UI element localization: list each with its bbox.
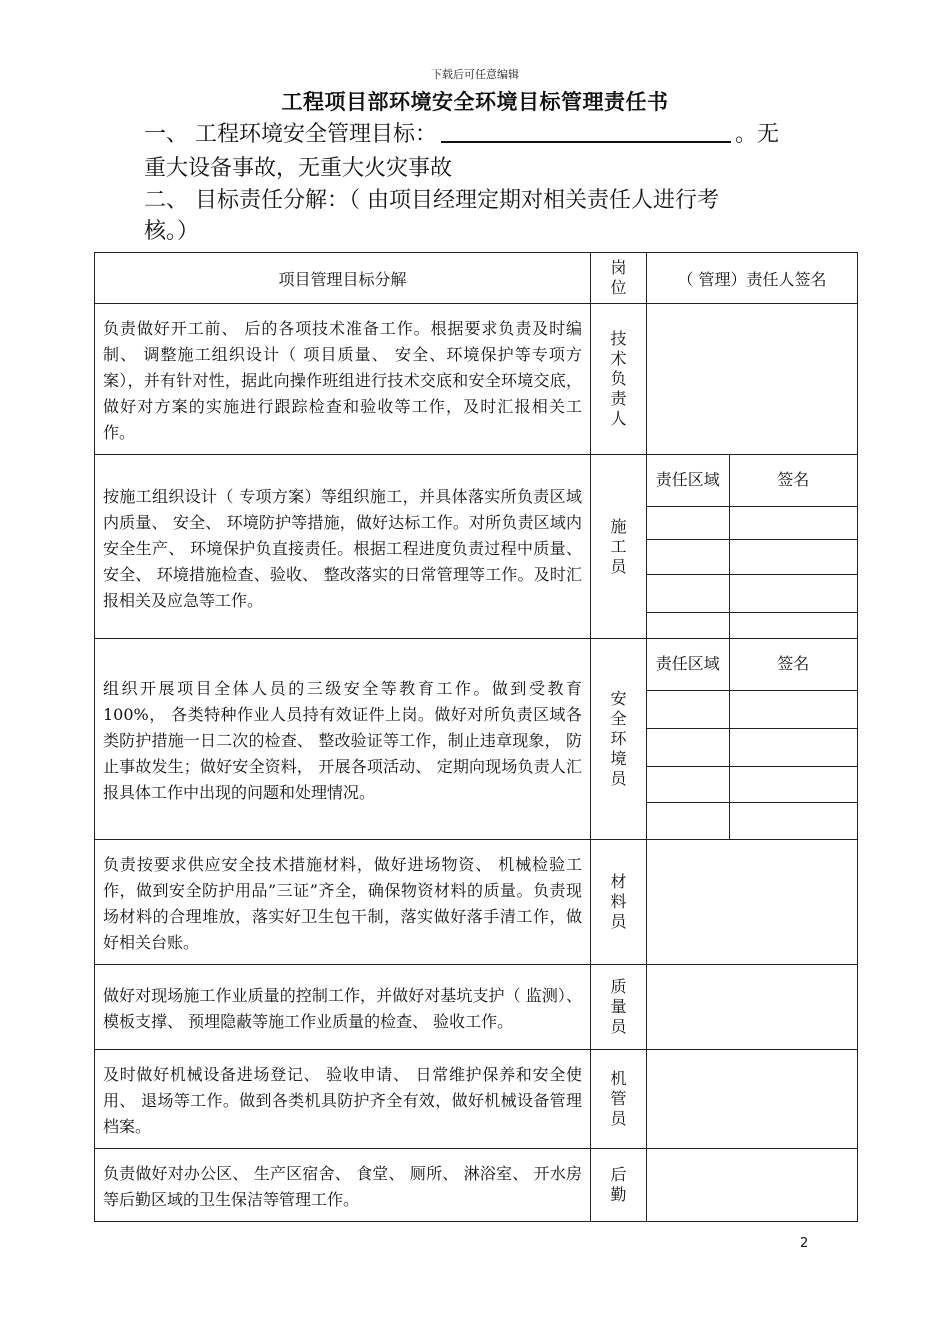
row-desc-quality: 做好对现场施工作业质量的控制工作，并做好对基坑支护（ 监测）、 模板支撑、 预埋隐蔽等施工作业质量的检查、 验收工作。 — [95, 965, 591, 1050]
subheader-area: 责任区域 — [647, 639, 729, 690]
area-signature-subtable — [647, 639, 857, 839]
row-post-materials: 材料员 — [591, 840, 647, 965]
signature-cell[interactable] — [647, 1050, 858, 1149]
signature-cell[interactable] — [729, 574, 857, 612]
row-post-quality: 质量员 — [591, 965, 647, 1050]
area-cell[interactable] — [647, 506, 729, 539]
signature-cell[interactable] — [729, 539, 857, 574]
subheader-sign: 签名 — [729, 455, 857, 506]
row-desc-materials: 负责按要求供应安全技术措施材料，做好进场物资、 机械检验工作，做到安全防护用品”三证”齐全，确保物资材料的质量。负责现场材料的合理堆放，落实好卫生包干制，落实做好落手清工作，做好相关台账。 — [95, 840, 591, 965]
signature-cell[interactable] — [729, 690, 857, 728]
table-row — [95, 455, 858, 639]
responsibility-table — [94, 252, 858, 1222]
intro-goal-line — [144, 118, 824, 152]
intro-breakdown-continuation: 核。） — [144, 219, 200, 244]
header-goal: 项目管理目标分解 — [95, 253, 591, 304]
header-post: 岗位 — [591, 253, 647, 304]
row-post-logistics: 后勤 — [591, 1149, 647, 1222]
signature-subtable-cell — [647, 455, 858, 639]
table-row — [95, 1050, 858, 1149]
table-row — [95, 840, 858, 965]
signature-cell[interactable] — [729, 506, 857, 539]
row-desc-technical: 负责做好开工前、 后的各项技术准备工作。根据要求负责及时编制、 调整施工组织设计（ 项目质量、 安全、环境保护等专项方案），并有针对性，据此向操作班组进行技术交底和安全环境交底，做好对方案的实施进行跟踪检查和验收等工作，及时汇报相关工作。 — [95, 304, 591, 455]
signature-subtable-cell — [647, 639, 858, 840]
subheader-area: 责任区域 — [647, 455, 729, 506]
table-row — [95, 304, 858, 455]
row-post-machinery: 机管员 — [591, 1050, 647, 1149]
page-number: 2 — [800, 1236, 809, 1251]
area-cell[interactable] — [647, 728, 729, 766]
area-cell[interactable] — [647, 766, 729, 802]
goal-label: 一、 工程环境安全管理目标： — [144, 122, 437, 147]
area-cell[interactable] — [647, 802, 729, 839]
row-post-construction: 施工员 — [591, 455, 647, 639]
table-row — [95, 965, 858, 1050]
signature-cell[interactable] — [647, 304, 858, 455]
signature-cell[interactable] — [729, 802, 857, 839]
row-post-technical: 技术负责人 — [591, 304, 647, 455]
row-desc-logistics: 负责做好对办公区、 生产区宿舍、 食堂、 厕所、 淋浴室、 开水房等后勤区域的卫生保洁等管理工作。 — [95, 1149, 591, 1222]
signature-cell[interactable] — [729, 728, 857, 766]
intro-goal-continuation: 重大设备事故，无重大火灾事故 — [144, 156, 453, 181]
row-desc-machinery: 及时做好机械设备进场登记、 验收申请、 日常维护保养和安全使用、 退场等工作。做到各类机具防护齐全有效，做好机械设备管理档案。 — [95, 1050, 591, 1149]
signature-cell[interactable] — [647, 965, 858, 1050]
watermark: 下载后可任意编辑 — [431, 68, 519, 81]
table-row — [95, 1149, 858, 1222]
signature-cell[interactable] — [729, 766, 857, 802]
row-desc-safety: 组织开展项目全体人员的三级安全等教育工作。做到受教育 100%， 各类特种作业人员持有效证件上岗。做好对所负责区域各类防护措施一日二次的检查、 整改验证等工作，制止违章现象， 防止事故发生；做好安全资料， 开展各项活动、 定期向现场负责人汇报具体工作中出现的问题和处理情况。 — [95, 639, 591, 840]
row-desc-construction: 按施工组织设计（ 专项方案）等组织施工，并具体落实所负责区域内质量、 安全、 环境防护等措施，做好达标工作。对所负责区域内安全生产、 环境保护负直接责任。根据工程进度负责过程中质量、 安全、 环境措施检查、验收、 整改落实的日常管理等工作。及时汇报相关及应急等工作。 — [95, 455, 591, 639]
signature-cell[interactable] — [729, 612, 857, 638]
area-cell[interactable] — [647, 690, 729, 728]
goal-blank — [441, 121, 731, 143]
goal-suffix: 。无 — [735, 122, 780, 147]
area-cell[interactable] — [647, 612, 729, 638]
area-cell[interactable] — [647, 574, 729, 612]
document-title: 工程项目部环境安全环境目标管理责任书 — [281, 90, 669, 114]
subheader-sign: 签名 — [729, 639, 857, 690]
signature-cell[interactable] — [647, 1149, 858, 1222]
table-row — [95, 639, 858, 840]
header-sign: （ 管理）责任人签名 — [647, 253, 858, 304]
table-header-row — [95, 253, 858, 304]
row-post-safety: 安全环境员 — [591, 639, 647, 840]
area-cell[interactable] — [647, 539, 729, 574]
signature-cell[interactable] — [647, 840, 858, 965]
area-signature-subtable — [647, 455, 857, 638]
intro-breakdown-line: 二、 目标责任分解：（ 由项目经理定期对相关责任人进行考 — [144, 188, 719, 213]
